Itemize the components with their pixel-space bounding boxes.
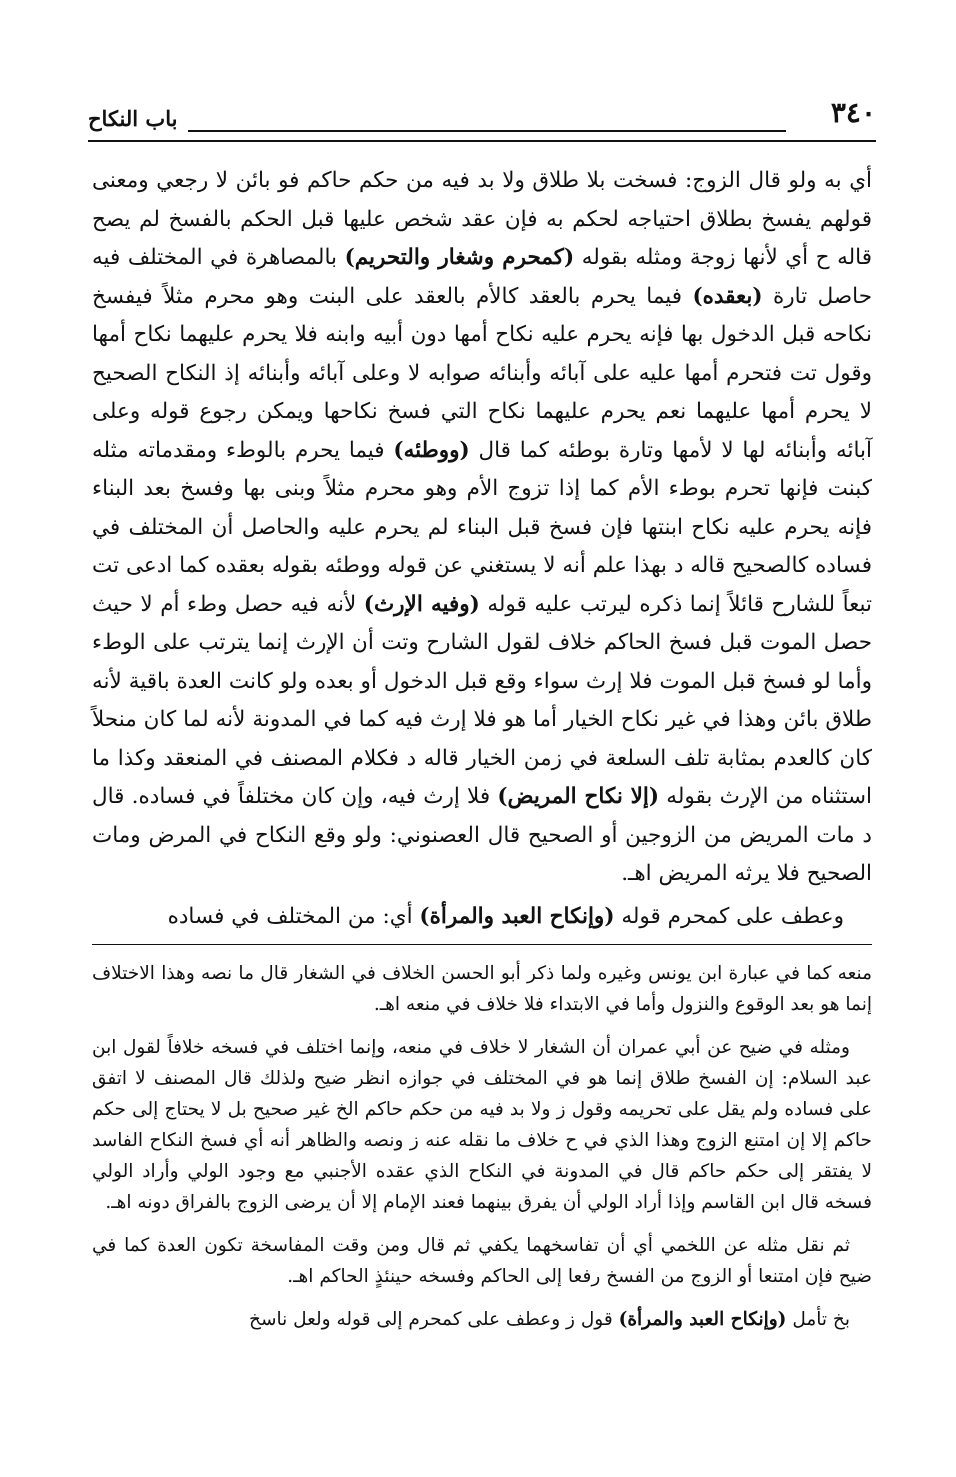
quoted-matn: (بعقده) <box>692 283 763 309</box>
footnote-paragraph: ومثله في ضيح عن أبي عمران أن الشغار لا خلاف في منعه، وإنما اختلف في فسخه خلافاً لقول ابن عبد السلام: إن الفسخ طلاق إنما هو في المختلف في جوازه انظر ضيح ولذلك قال المصنف لا اتفق على فساده ولم يقل على تحريمه وقول ز ولا بد فيه من حكم حاكم الخ غير صحيح بل لا يحتاج إلى حكم حاكم إلا إن امتنع الزوج وهذا الذي في ح خلاف ما نقله عنه ز ونصه والظاهر أنه أي فسخ النكاح الفاسد لا يفتقر إلى حكم حاكم قال في المدونة في النكاح الذي عقده الأجنبي مع وجود الولي وأراد الولي فسخه قال ابن القاسم وإذا أراد الولي أن يفرق بينهما فعند الإمام إلا أن يرضى الزوج بالفراق دونه اهـ. <box>92 1037 872 1213</box>
chapter-title: باب النكاح <box>88 106 178 131</box>
page-number: ٣٤٠ <box>830 96 876 129</box>
footnote-paragraph: منعه كما في عبارة ابن يونس وغيره ولما ذكر أبو الحسن الخلاف في الشغار قال ما نصه وهذا الاختلاف إنما هو بعد الوقوع والنزول وأما في الابتداء فلا خلاف في منعه اهـ. <box>92 963 872 1015</box>
main-text <box>92 162 872 936</box>
header-divider <box>188 130 786 132</box>
main-paragraph-1: أي به ولو قال الزوج: فسخت بلا طلاق ولا بد فيه من حكم حاكم فو بائن لا رجعي ومعنى قولهم يفسخ بطلاق احتياجه لحكم به فإن عقد شخص عليها قبل الحكم بالفسخ لم يصح قاله ح أي لأنها زوجة ومثله بقوله (كمحرم وشغار والتحريم) بالمصاهرة في المختلف فيه حاصل تارة (بعقده) فيما يحرم بالعقد كالأم بالعقد على البنت وهو محرم مثلاً فيفسخ نكاحه قبل الدخول بها فإنه يحرم عليه نكاح أمها دون أبيه وابنه فلا يحرم عليهما نكاح أمها وقول تت فتحرم أمها عليه على آبائه وأبنائه صوابه لا وعلى آبائه وأبنائه إذ النكاح الصحيح لا يحرم أمها عليهما نعم يحرم عليهما نكاح التي فسخ نكاحها ويمكن رجوع قوله وعلى آبائه وأبنائه لها لا لأمها وتارة بوطئه كما قال (ووطئه) فيما يحرم بالوطء ومقدماته مثله كبنت فإنها تحرم بوطء الأم كما إذا تزوج الأم وهو محرم مثلاً وبنى بها وفسخ بعد البناء فإنه يحرم عليه نكاح ابنتها فإن فسخ قبل البناء لم يحرم عليه والحاصل أن المختلف في فساده كالصحيح قاله د بهذا علم أنه لا يستغني عن قوله ووطئه بقوله بعقده كما ادعى تت تبعاً للشارح قائلاً إنما ذكره ليرتب عليه قوله (وفيه الإرث) لأنه فيه حصل وطء أم لا حيث حصل الموت قبل فسخ الحاكم خلاف لقول الشارح وتت أن الإرث إنما يترتب على الوطء وأما لو فسخ قبل الموت فلا إرث سواء وقع قبل الدخول أو بعده ولو كانت العدة باقية لأنه طلاق بائن وهذا في غير نكاح الخيار أما هو فلا إرث فيه كما في المدونة لأنه لما كان منحلاً كان كالعدم بمثابة تلف السلعة في زمن الخيار قاله د فكلام المصنف في المنعقد وكذا ما استثناه من الإرث بقوله (إلا نكاح المريض) فلا إرث فيه، وإن كان مختلفاً في فساده. قال د مات المريض من الزوجين أو الصحيح قال العصنوني: ولو وقع النكاح في المرض ومات الصحيح فلا يرثه المريض اهـ. <box>92 168 873 886</box>
footnote-paragraph: ثم نقل مثله عن اللخمي أي أن تفاسخهما يكفي ثم قال ومن وقت المفاسخة تكون العدة كما في ضيح فإن امتنعا أو الزوج من الفسخ رفعا إلى الحاكم وفسخه حينئذٍ الحاكم اهـ. <box>92 1235 872 1287</box>
quoted-matn: (كمحرم وشغار والتحريم) <box>344 245 575 270</box>
quoted-matn: (ووطئه) <box>393 437 470 463</box>
quoted-matn: (إلا نكاح المريض) <box>497 784 660 809</box>
footnote-paragraph: بخ تأمل (وإنكاح العبد والمرأة) قول ز وعطف على كمحرم إلى قوله ولعل ناسخ <box>249 1309 850 1330</box>
quoted-matn: (وإنكاح العبد والمرأة) <box>419 903 615 929</box>
header-rule <box>88 140 876 142</box>
quoted-matn: (وإنكاح العبد والمرأة) <box>618 1309 787 1330</box>
footnotes <box>92 958 872 1347</box>
main-paragraph-2: وعطف على كمحرم قوله (وإنكاح العبد والمرأة) أي: من المختلف في فساده <box>167 903 844 929</box>
quoted-matn: (وفيه الإرث) <box>363 591 480 617</box>
footnote-divider <box>92 944 872 945</box>
page-header <box>88 96 876 142</box>
